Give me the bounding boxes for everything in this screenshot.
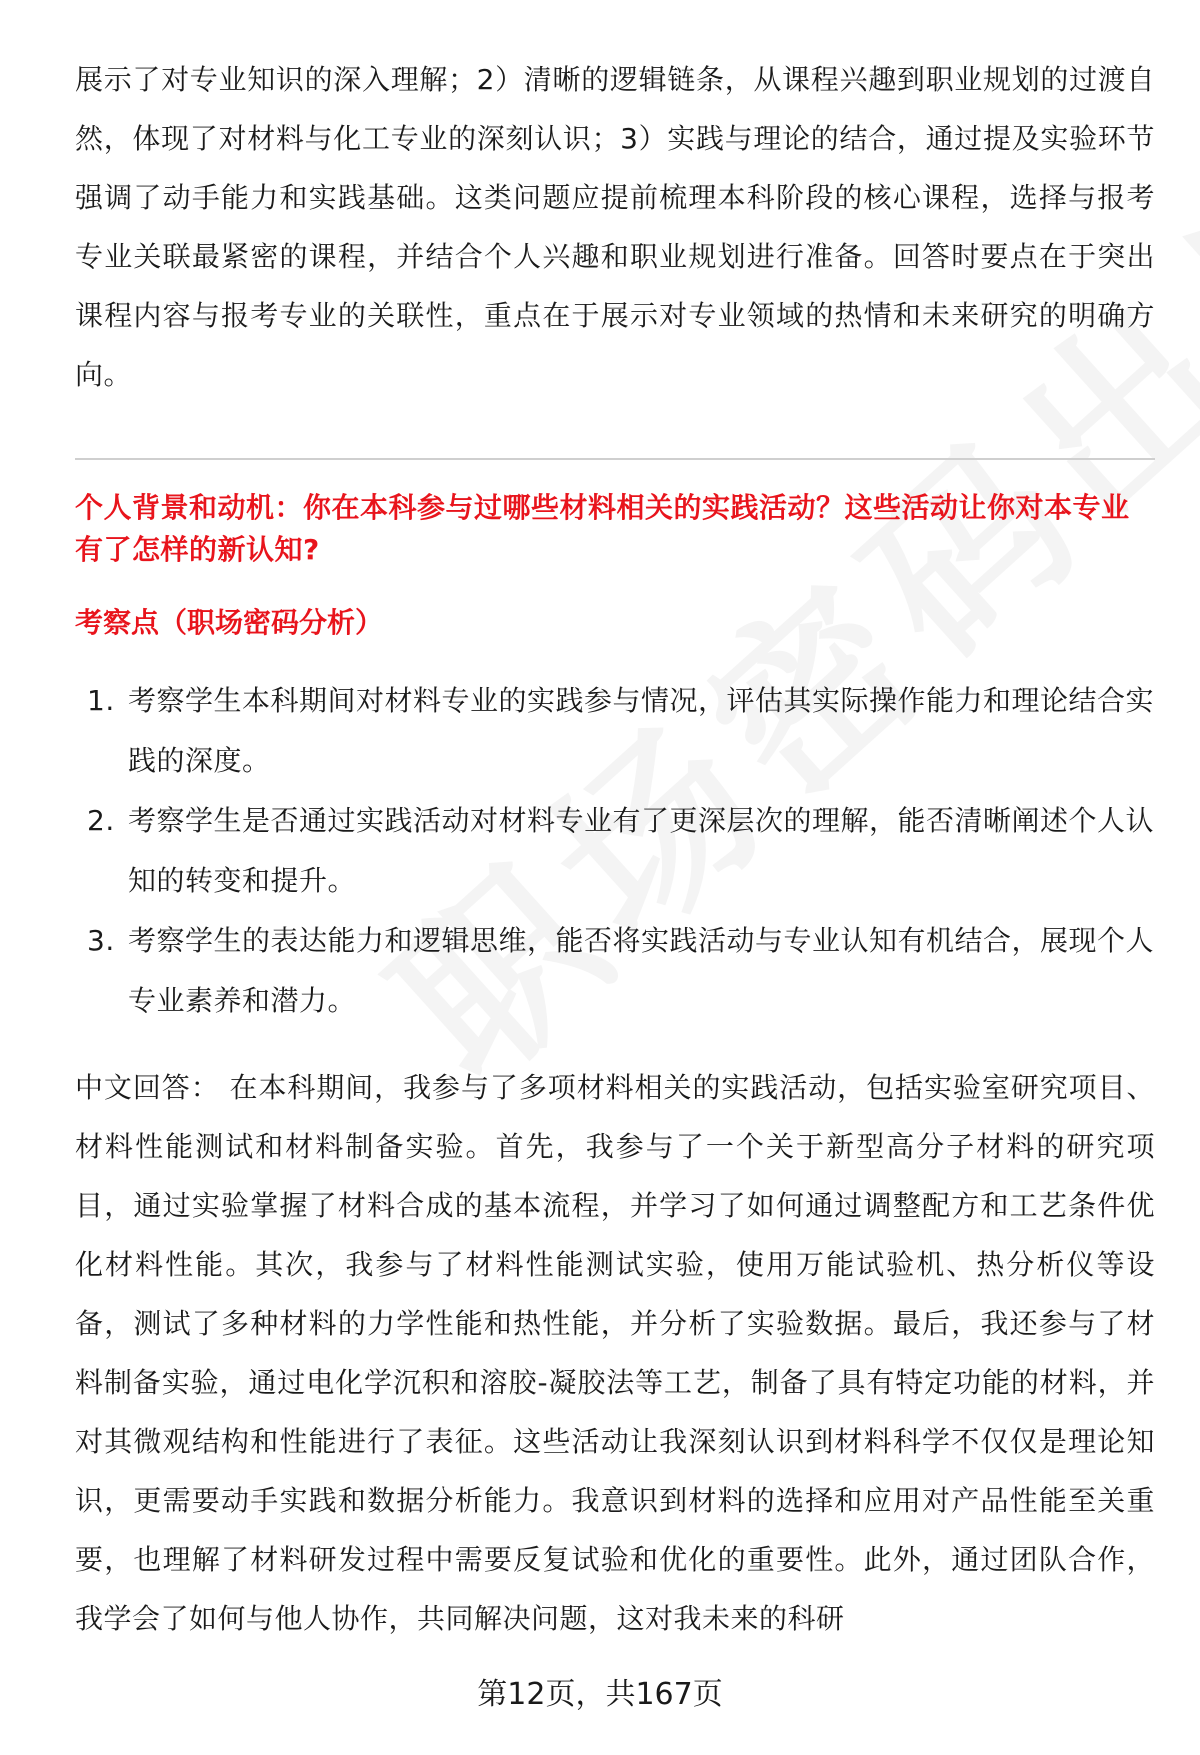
intro-section bbox=[75, 50, 1155, 404]
list-item bbox=[75, 911, 1155, 1031]
page-number: 第12页，共167页 bbox=[477, 1677, 723, 1712]
intro-paragraph: 展示了对专业知识的深入理解；2）清晰的逻辑链条，从课程兴趣到职业规划的过渡自然，体现了对材料与化工专业的深刻认识；3）实践与理论的结合，通过提及实验环节强调了动手能力和实践基础。这类问题应提前梳理本科阶段的核心课程，选择与报考专业关联最紧密的课程，并结合个人兴趣和职业规划进行准备。回答时要点在于突出课程内容与报考专业的关联性，重点在于展示对专业领域的热情和未来研究的明确方向。 bbox=[75, 63, 1155, 391]
list-item-number: 2. bbox=[87, 804, 115, 837]
points-list bbox=[75, 671, 1155, 1031]
question-heading: 个人背景和动机：你在本科参与过哪些材料相关的实践活动？这些活动让你对本专业有了怎样的新认知? bbox=[75, 491, 1130, 566]
list-item bbox=[75, 791, 1155, 911]
answer-section bbox=[75, 1058, 1155, 1648]
list-item bbox=[75, 671, 1155, 791]
section-heading: 考察点（职场密码分析） bbox=[75, 606, 384, 639]
list-item-number: 3. bbox=[87, 924, 115, 957]
list-item-number: 1. bbox=[87, 684, 115, 717]
answer-paragraph: 中文回答： 在本科期间，我参与了多项材料相关的实践活动，包括实验室研究项目、材料性能测试和材料制备实验。首先，我参与了一个关于新型高分子材料的研究项目，通过实验掌握了材料合成的基本流程，并学习了如何通过调整配方和工艺条件优化材料性能。其次，我参与了材料性能测试实验，使用万能试验机、热分析仪等设备，测试了多种材料的力学性能和热性能，并分析了实验数据。最后，我还参与了材料制备实验，通过电化学沉积和溶胶-凝胶法等工艺，制备了具有特定功能的材料，并对其微观结构和性能进行了表征。这些活动让我深刻认识到材料科学不仅仅是理论知识，更需要动手实践和数据分析能力。我意识到材料的选择和应用对产品性能至关重要，也理解了材料研发过程中需要反复试验和优化的重要性。此外，通过团队合作，我学会了如何与他人协作，共同解决问题，这对我未来的科研 bbox=[75, 1071, 1155, 1635]
section-divider bbox=[75, 458, 1155, 460]
list-item-text: 考察学生是否通过实践活动对材料专业有了更深层次的理解，能否清晰阐述个人认知的转变和提升。 bbox=[128, 804, 1155, 897]
list-item-text: 考察学生本科期间对材料专业的实践参与情况，评估其实际操作能力和理论结合实践的深度。 bbox=[128, 684, 1155, 777]
list-item-text: 考察学生的表达能力和逻辑思维，能否将实践活动与专业认知有机结合，展现个人专业素养和潜力。 bbox=[128, 924, 1155, 1017]
